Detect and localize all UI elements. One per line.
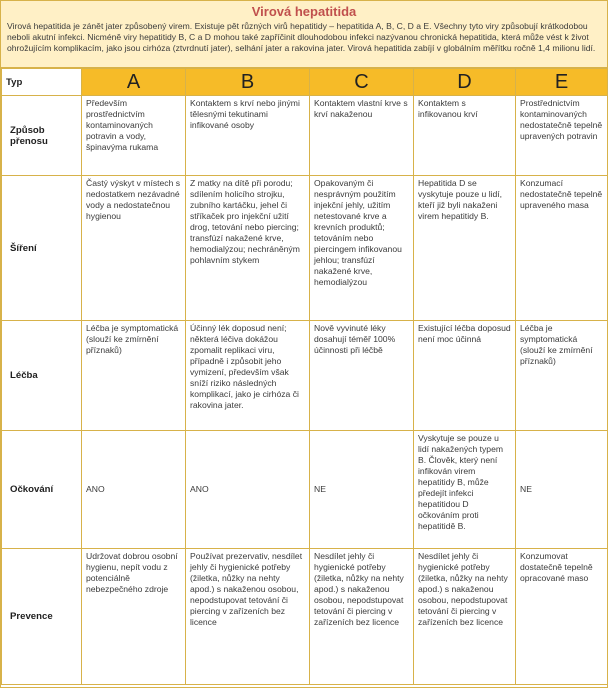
table-cell: Existující léčba doposud není moc účinná (414, 321, 516, 431)
row-label-prevention: Prevence (2, 549, 82, 685)
table-cell: ANO (82, 431, 186, 549)
table-cell: Kontaktem vlastní krve s krví nakaženou (310, 96, 414, 176)
table-row-vaccination (2, 431, 608, 549)
table-cell: Nesdílet jehly či hygienické potřeby (žiletka, nůžky na nehty apod.) s nakaženou osobou, nepodstupovat tetování či piercing v zařízeních bez licence (414, 549, 516, 685)
table-row-prevention (2, 549, 608, 685)
table-cell: Kontaktem s krví nebo jinými tělesnými tekutinami infikované osoby (186, 96, 310, 176)
column-header-a: A (82, 69, 186, 96)
table-cell: NE (516, 431, 608, 549)
column-header-b: B (186, 69, 310, 96)
table-header-row (2, 69, 608, 96)
table-row-transmission (2, 96, 608, 176)
intro-paragraph: Virová hepatitida je zánět jater způsobený virem. Existuje pět různých virů hepatitidy – hepatitida A, B, C, D a E. Všechny tyto viry způsobují krátkodobou neboli akutní infekci. Nicméně viry hepatitidy B, C a D mohou také zapříčinit dlouhodobou infekci nazývanou chronická hepatitida, která může vést k život ohrožujícím komplikacím, jako jsou cirhóza (ztvrdnutí jater), selhání jater a rakovina jater. Virová hepatitida zabíjí v globálním měřítku ročně 1,4 milionu lidí. (7, 21, 596, 53)
page-title: Virová hepatitida (251, 4, 357, 19)
column-header-d: D (414, 69, 516, 96)
row-label-transmission: Způsob přenosu (2, 96, 82, 176)
column-header-e: E (516, 69, 608, 96)
table-cell: NE (310, 431, 414, 549)
document-header (1, 1, 607, 68)
column-header-c: C (310, 69, 414, 96)
table-cell: Vyskytuje se pouze u lidí nakažených typem B. Člověk, který není infikován virem hepatitidy B, může předejít infekci hepatitidou D očkováním proti hepatitidě B. (414, 431, 516, 549)
table-cell: Hepatitida D se vyskytuje pouze u lidí, kteří již byli nakaženi virem hepatitidy B. (414, 176, 516, 321)
table-row-treatment (2, 321, 608, 431)
table-cell: Udržovat dobrou osobní hygienu, nepít vodu z potenciálně nebezpečného zdroje (82, 549, 186, 685)
table-cell: Léčba je symptomatická (slouží ke zmírnění příznaků) (516, 321, 608, 431)
row-label-spread: Šíření (2, 176, 82, 321)
table-cell: Z matky na dítě při porodu; sdílením holicího strojku, zubního kartáčku, jehel či stříkaček pro injekční užití drog, tetování nebo piercing; transfúzí nakažené krve, hemodialýzou; nechráněným pohlavním stykem (186, 176, 310, 321)
table-cell: Především prostřednictvím kontaminovaných potravin a vody, špinavýma rukama (82, 96, 186, 176)
row-label-vaccination: Očkování (2, 431, 82, 549)
table-cell: Kontaktem s infikovanou krví (414, 96, 516, 176)
table-cell: Konzumovat dostatečně tepelně opracované maso (516, 549, 608, 685)
table-cell: Konzumací nedostatečně tepelně upraveného masa (516, 176, 608, 321)
table-cell: Léčba je symptomatická (slouží ke zmírnění příznaků) (82, 321, 186, 431)
table-cell: Účinný lék doposud není; některá léčiva dokážou zpomalit replikaci viru, případně i způsobit jeho vymizení, především však sníží riziko následných komplikací, jako je cirhóza či rakovina jater. (186, 321, 310, 431)
table-cell: Opakovaným či nesprávným použitím injekční jehly, užitím netestované krve a krevních produktů; tetováním nebo piercingem infikovanou jehlou; transfúzí nakažené krve, hemodialýzou (310, 176, 414, 321)
hepatitis-table (1, 68, 608, 685)
table-row-spread (2, 176, 608, 321)
table-cell: Nově vyvinuté léky dosahují téměř 100% účinnosti při léčbě (310, 321, 414, 431)
type-column-header: Typ (2, 69, 82, 96)
table-cell: Prostřednictvím kontaminovaných nedostatečně tepelně upravených potravin (516, 96, 608, 176)
table-cell: Používat prezervativ, nesdílet jehly či hygienické potřeby (žiletka, nůžky na nehty apod.) s nakaženou osobou, nepodstupovat tetování či piercing v zařízeních bez licence (186, 549, 310, 685)
row-label-treatment: Léčba (2, 321, 82, 431)
table-cell: Nesdílet jehly či hygienické potřeby (žiletka, nůžky na nehty apod.) s nakaženou osobou, nepodstupovat tetování či piercing v zařízeních bez licence (310, 549, 414, 685)
table-cell: Častý výskyt v místech s nedostatkem nezávadné vody a nedostatečnou hygienou (82, 176, 186, 321)
table-cell: ANO (186, 431, 310, 549)
